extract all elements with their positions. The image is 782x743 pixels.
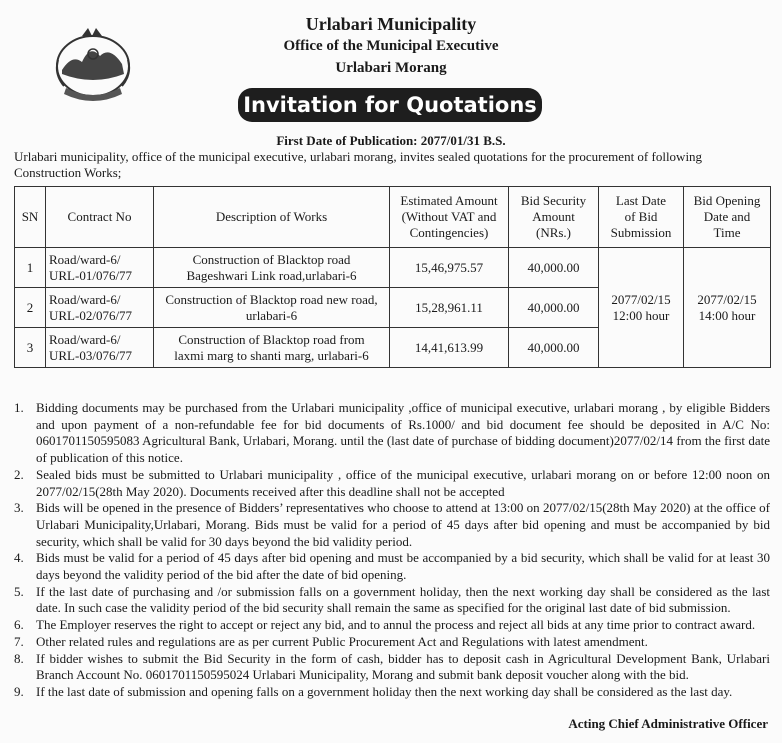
header-last-date: Last Date of Bid Submission: [599, 187, 684, 248]
cell-description: Construction of Blacktop road from laxmi marg to shanti marg, urlabari-6: [154, 328, 390, 368]
list-item: 6. The Employer reserves the right to accept or reject any bid, and to annul the process and reject all bids at any time prior to contract award.: [14, 617, 756, 633]
list-item: 8. If bidder wishes to submit the Bid Security in the form of cash, bidder has to deposit cash in Agricultural Development Bank, Urlabari Branch Account No. 0601701150595024 Urlabari Municipality, Morang and submit bank deposit voucher along with the bid.: [14, 650, 770, 683]
cell-contract-no: Road/ward-6/ URL-01/076/77: [46, 248, 154, 288]
cell-description: Construction of Blacktop road new road, urlabari-6: [154, 288, 390, 328]
cell-last-date: 2077/02/15 12:00 hour: [599, 248, 684, 368]
list-item: 5. If the last date of purchasing and /or submission falls on a government holiday, then the next working day shall be considered as the last date. In such case the validity period of the bid security shall remain the same as specified for the original last date of bid submission.: [14, 583, 770, 616]
header-contract-no: Contract No: [46, 187, 154, 248]
header-sn: SN: [15, 187, 46, 248]
signatory: Acting Chief Administrative Officer: [568, 716, 768, 731]
header-estimated-amount: Estimated Amount (Without VAT and Contingencies): [390, 187, 509, 248]
cell-contract-no: Road/ward-6/ URL-03/076/77: [46, 328, 154, 368]
list-item: 9. If the last date of submission and opening falls on a government holiday then the next working day shall be considered as the last day.: [14, 683, 733, 699]
cell-contract-no: Road/ward-6/ URL-02/076/77: [46, 288, 154, 328]
works-table: [14, 186, 771, 368]
office-name: Office of the Municipal Executive: [283, 38, 499, 54]
header-description: Description of Works: [154, 187, 390, 248]
header-bid-opening: Bid Opening Date and Time: [684, 187, 771, 248]
cell-description: Construction of Blacktop road Bageshwari Link road,urlabari-6: [154, 248, 390, 288]
office-location: Urlabari Morang: [335, 60, 447, 76]
cell-estimated-amount: 14,41,613.99: [390, 328, 509, 368]
notice-title-banner: Invitation for Quotations: [238, 88, 542, 122]
list-item: 3. Bids will be opened in the presence of Bidders’ representatives who choose to attend at 13:00 on 2077/02/15(28th May 2020) at the office of Urlabari Municipality,Urlabari, Morang. Bids must be valid for a period of 45 days after bid opening and must be accompanied by bid security, which shall be valid for 30 days beyond the bid validity period.: [14, 500, 770, 549]
table-row: [15, 248, 771, 288]
cell-estimated-amount: 15,46,975.57: [390, 248, 509, 288]
cell-bid-security: 40,000.00: [509, 248, 599, 288]
municipality-name: Urlabari Municipality: [305, 14, 477, 34]
cell-estimated-amount: 15,28,961.11: [390, 288, 509, 328]
list-item: 7. Other related rules and regulations are as per current Public Procurement Act and Regulations with latest amendment.: [14, 633, 648, 649]
publication-date: First Date of Publication: 2077/01/31 B.S.: [276, 133, 506, 148]
cell-sn: 1: [15, 248, 46, 288]
cell-bid-security: 40,000.00: [509, 288, 599, 328]
list-item: 4. Bids must be valid for a period of 45 days after bid opening and must be accompanied by a bid security, which shall be valid for at least 30 days beyond the validity period of the bid after the date of bid opening.: [14, 550, 770, 583]
cell-sn: 2: [15, 288, 46, 328]
list-item: 1. Bidding documents may be purchased from the Urlabari municipality ,office of municipal executive, urlabari morang , by eligible Bidders and upon payment of a non-refundable fee for bid documents of Rs.1000/ and bid document fee should be deposited in A/C No: 0601701150595083 Agricultural Bank, Urlabari, Morang. until the (last date of purchase of bidding document)2077/02/14 from the first date of publication of this notice.: [14, 400, 770, 466]
intro-paragraph: Urlabari municipality, office of the municipal executive, urlabari morang, invites sealed quotations for the procurement of following Construction Works;: [14, 149, 703, 180]
header-bid-security: Bid Security Amount (NRs.): [509, 187, 599, 248]
cell-bid-opening: 2077/02/15 14:00 hour: [684, 248, 771, 368]
terms-list: [14, 400, 770, 701]
cell-bid-security: 40,000.00: [509, 328, 599, 368]
cell-sn: 3: [15, 328, 46, 368]
list-item: 2. Sealed bids must be submitted to Urlabari municipality , office of the municipal executive, urlabari morang on or before 12:00 noon on 2077/02/15(28th May 2020). Documents received after this deadline shall not be accepted: [14, 466, 770, 499]
table-header-row: [15, 187, 771, 248]
